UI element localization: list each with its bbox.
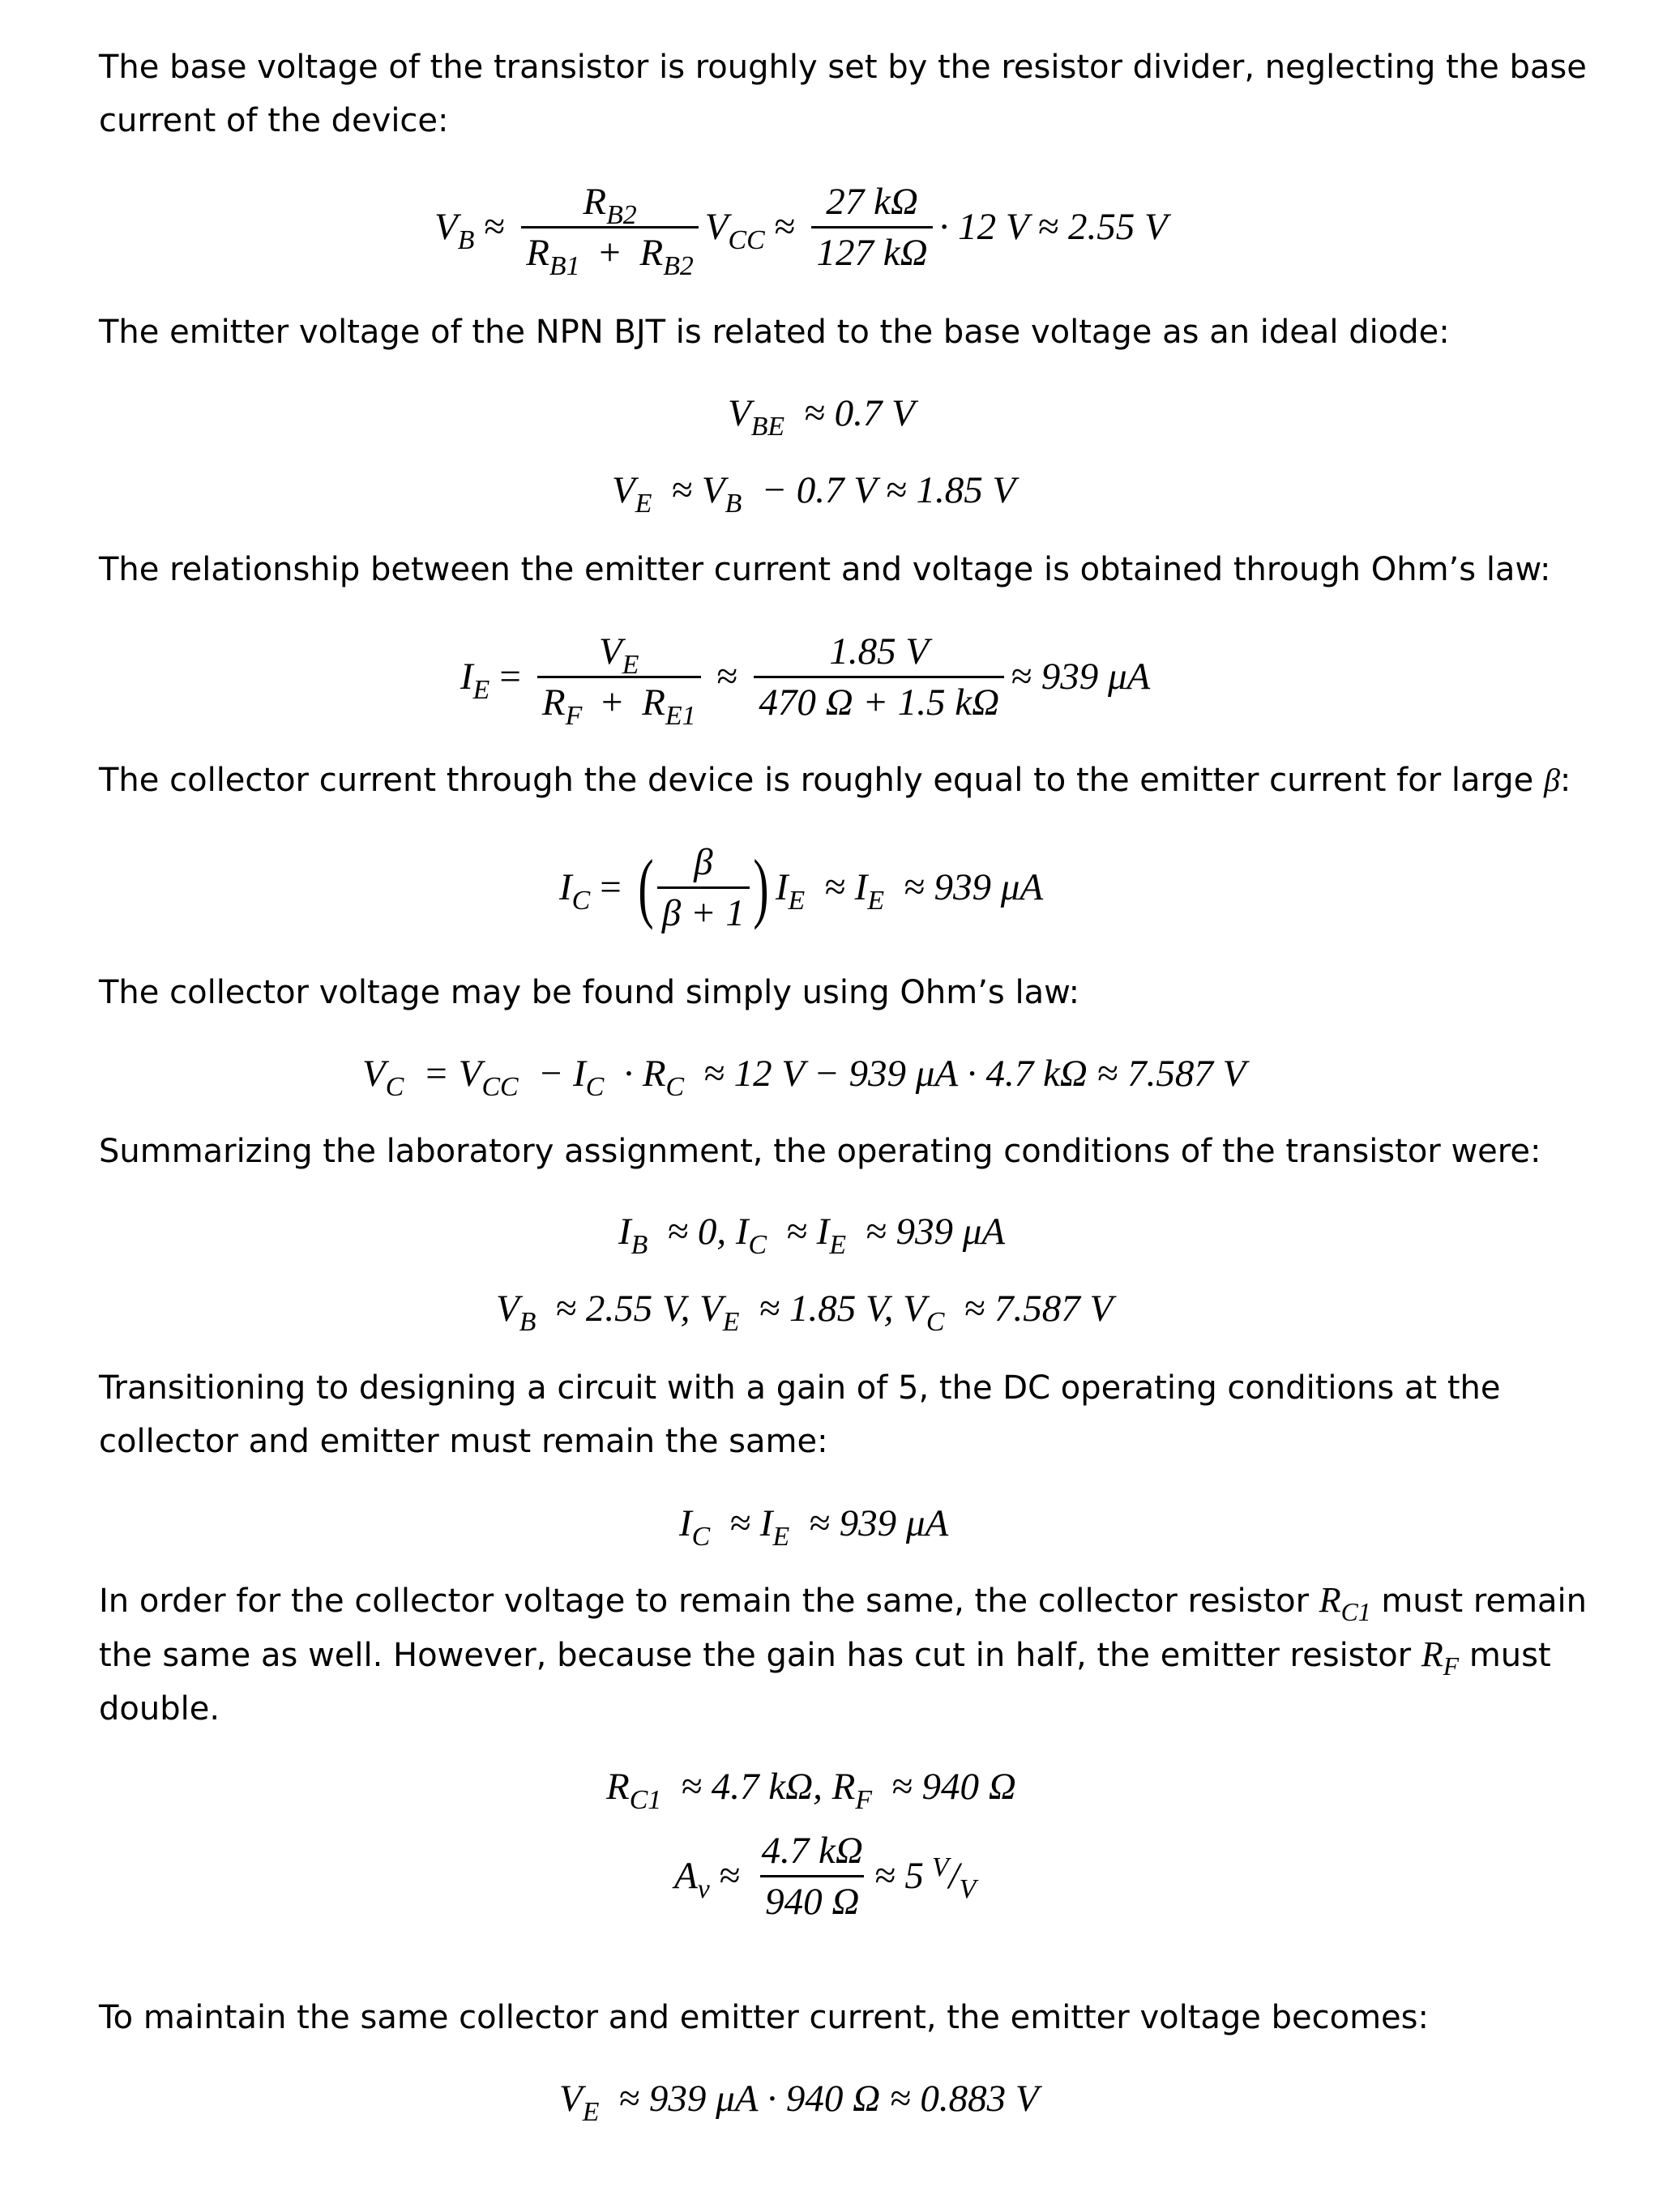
equation-summary-voltages: $V_B$ ≈ 2.55 V, $V_E$ ≈ 1.85 V, $V_C$ ≈ 7.587 V (496, 1288, 1114, 1337)
equation-vbe: $V_{BE}$ ≈ 0.7 V (728, 392, 915, 442)
fraction-values: $\frac{27 k\Omega}{127 k\Omega}$ (811, 181, 932, 274)
paragraph-ohms-law: The relationship between the emitter current and voltage is obtained through Ohm’s law: (99, 551, 1551, 588)
paragraph-emitter-voltage: The emitter voltage of the NPN BJT is related to the base voltage as an ideal diode: (99, 314, 1450, 351)
paragraph-collector-voltage: The collector voltage may be found simply using Ohm’s law: (99, 974, 1080, 1011)
equation-summary-currents: $I_B$ ≈ 0, $I_C$ ≈ $I_E$ ≈ 939 μA (618, 1211, 1006, 1260)
paragraph-resistors: In order for the collector voltage to remain the same, the collector resistor $R_{C1}$ must remain the same as well. However, because the gain has cut in half, the emitter resistor $R_F$ must double. (99, 1580, 1588, 1728)
paragraph-transition: Transitioning to designing a circuit with a gain of 5, the DC operating conditions at the collector and emitter must remain the same: (99, 1369, 1501, 1460)
paragraph-summary: Summarizing the laboratory assignment, the operating conditions of the transistor were: (99, 1133, 1541, 1170)
fraction-divider: $\frac{R_{B2}}{R_{B1} + R_{B2}}$ (521, 181, 699, 274)
paragraph-base-voltage: The base voltage of the transistor is roughly set by the resistor divider, neglecting the base current of the device: (99, 49, 1587, 139)
equation-ic: $I_C$ = ( $\frac{\beta}{\beta + 1}$ ) $I_E$ ≈ $I_E$ ≈ 939 μA (559, 840, 1044, 934)
equation-ie: $I_E$ = $\frac{V_E}{R_F + R_{E1}}$ ≈ $\frac{1.85 V}{470 \Omega + 1.5 k\Omega}$ ≈ 939 μA (460, 630, 1151, 731)
equation-ve-new: $V_E$ ≈ 939 μA · 940 Ω ≈ 0.883 V (559, 2078, 1039, 2127)
paragraph-collector-current: The collector current through the device is roughly equal to the emitter current for large β: (99, 762, 1571, 799)
equation-gain: $A_v$ ≈ $\frac{4.7 k\Omega}{940 \Omega}$ ≈ 5 $^V/_V$ (674, 1829, 977, 1923)
equation-ve: $V_E$ ≈ $V_B$ − 0.7 V ≈ 1.85 V (612, 469, 1016, 519)
equation-ic-ie: $I_C$ ≈ $I_E$ ≈ 939 μA (679, 1502, 949, 1552)
paragraph-emitter-voltage-new: To maintain the same collector and emitter current, the emitter voltage becomes: (99, 1999, 1429, 2036)
equation-vc: $V_C$ = $V_{CC}$ − $I_C$ · $R_C$ ≈ 12 V − 939 μA · 4.7 kΩ ≈ 7.587 V (362, 1053, 1246, 1102)
equation-vb: $V_B$ ≈ $\frac{R_{B2}}{R_{B1} + R_{B2}}$ $V_{CC}$ ≈ $\frac{27 k\Omega}{127 k\Omega}$ · 12 V ≈ 2.55 V (434, 180, 1168, 281)
equation-rc1-rf: $R_{C1}$ ≈ 4.7 kΩ, $R_F$ ≈ 940 Ω (606, 1766, 1016, 1815)
